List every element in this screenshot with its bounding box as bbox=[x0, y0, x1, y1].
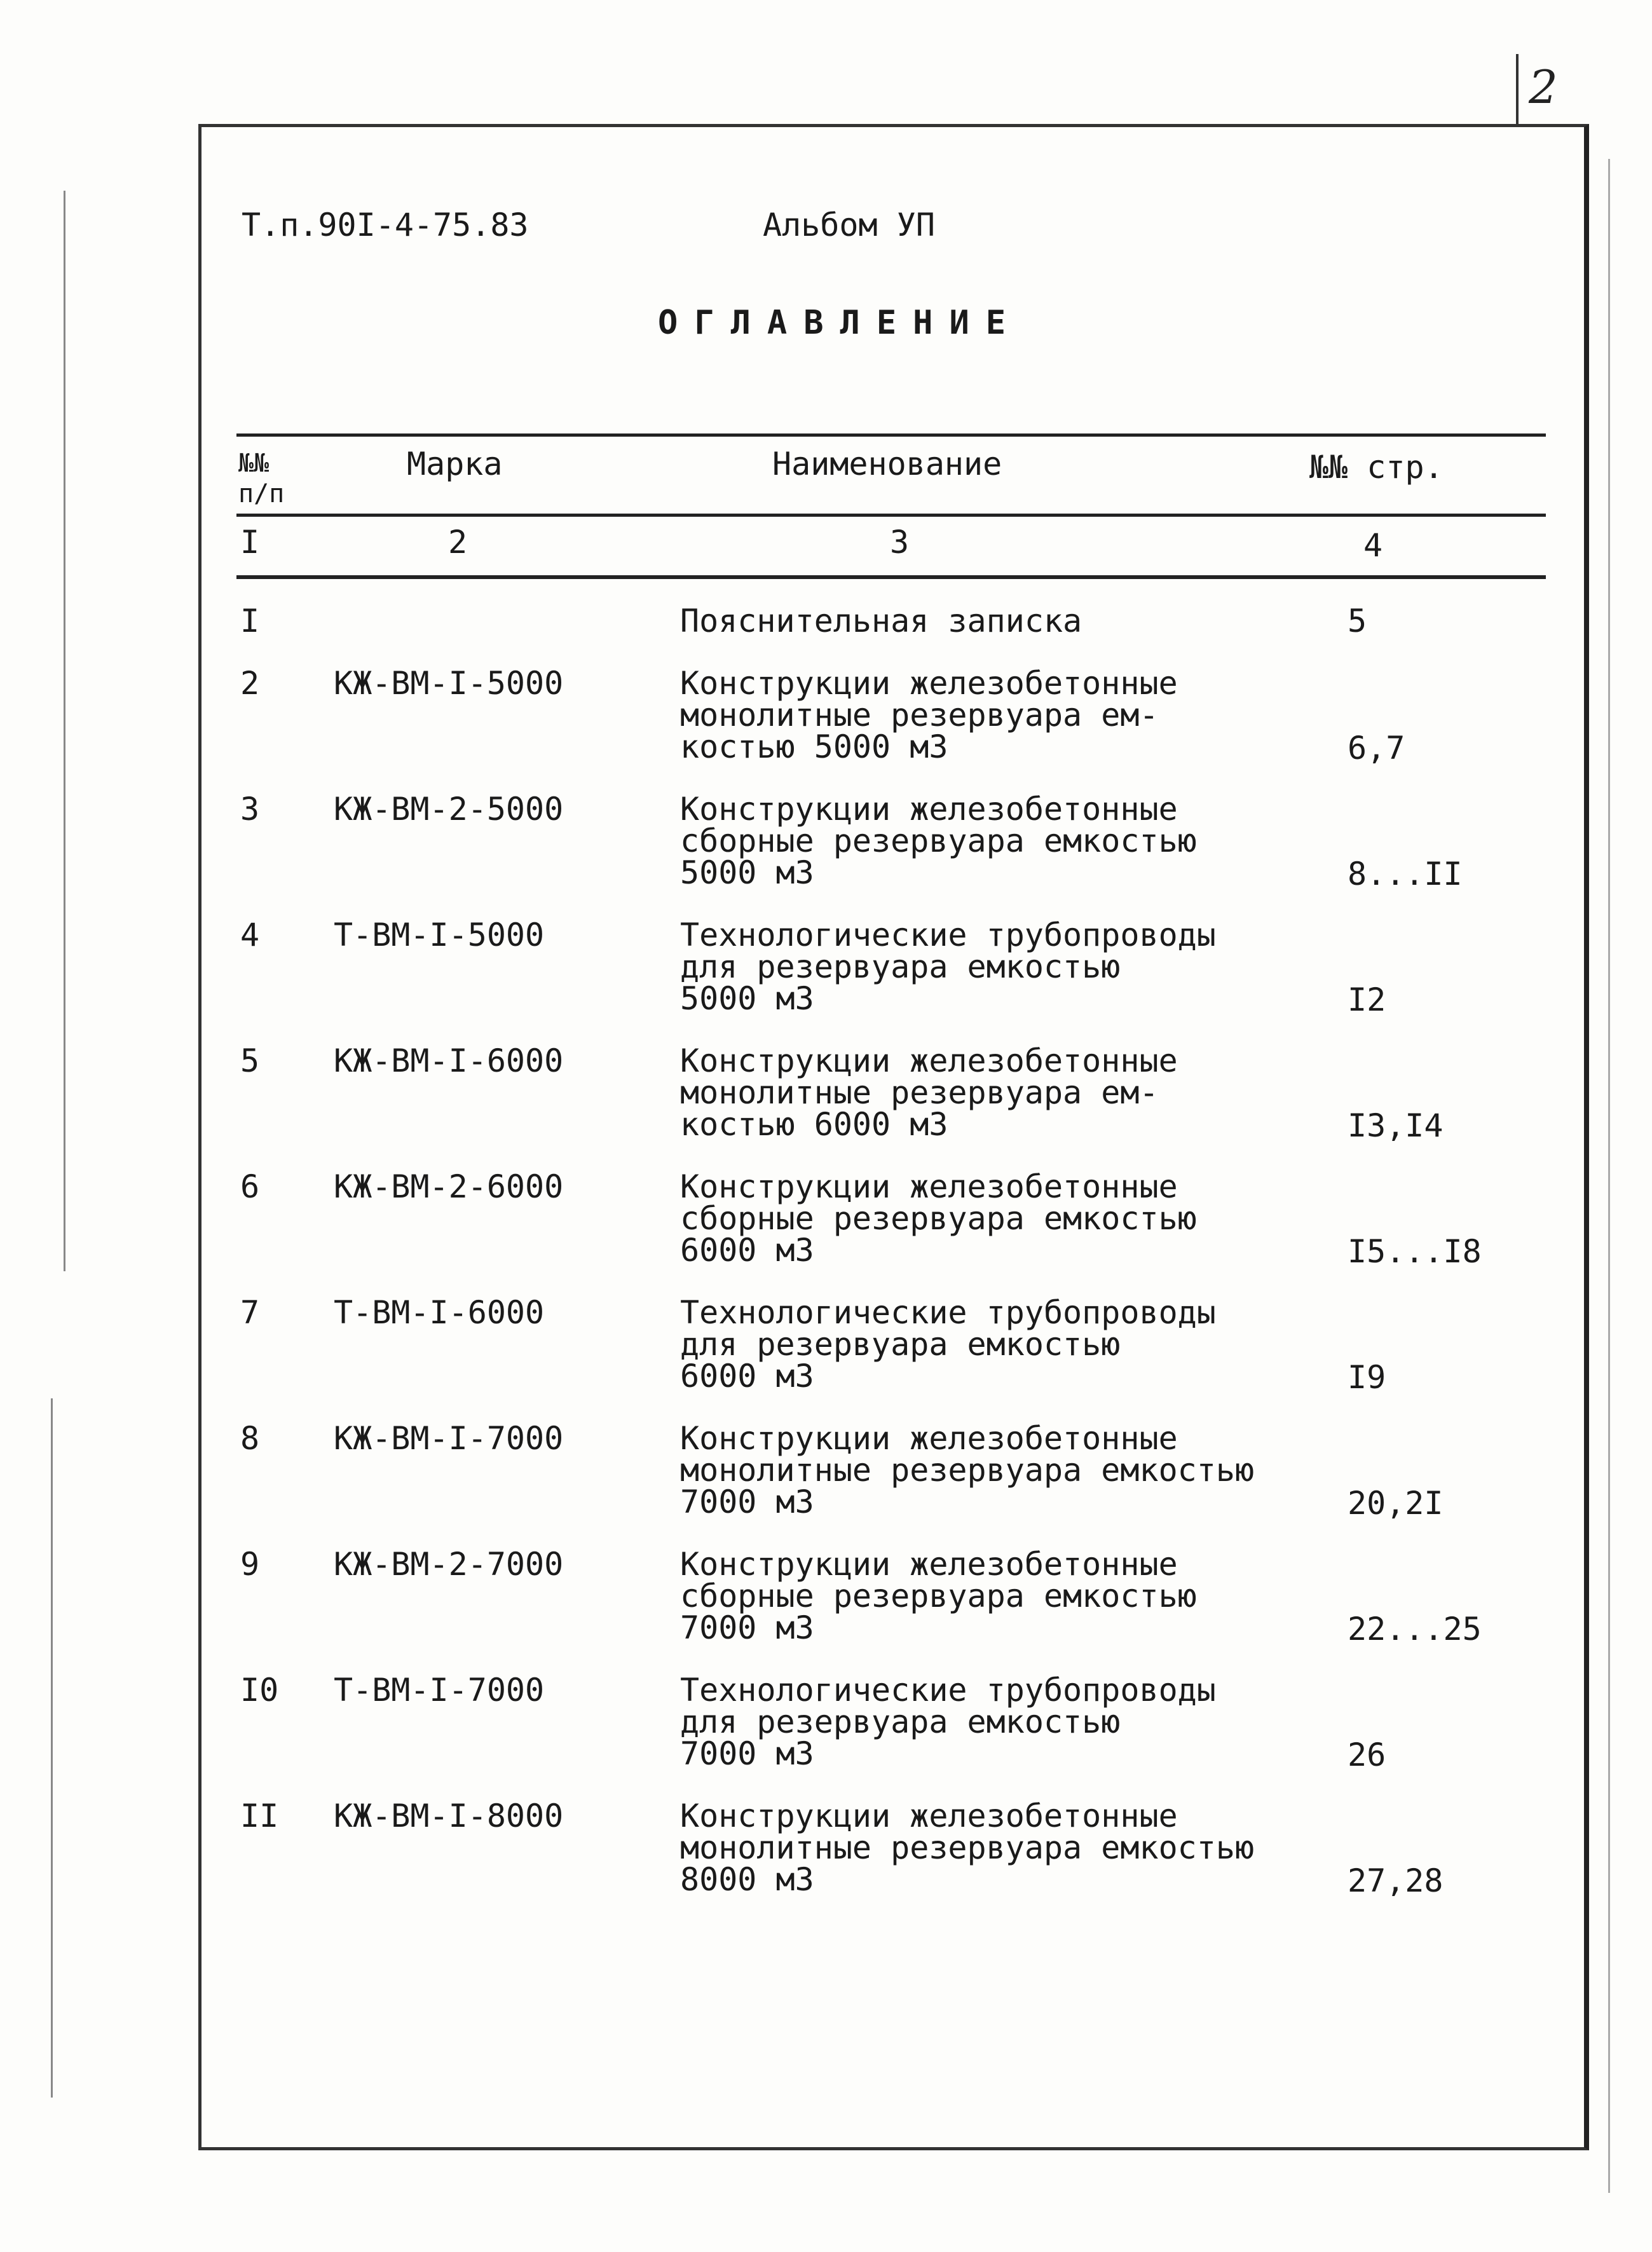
row-pages: 6,7 bbox=[1348, 730, 1405, 767]
row-name: Конструкции железобетонные сборные резервуара емкостью 7000 м3 bbox=[680, 1546, 1197, 1646]
column-number-2: 2 bbox=[448, 524, 468, 561]
row-mark: КЖ-ВМ-I-6000 bbox=[334, 1042, 564, 1079]
row-pages: 27,28 bbox=[1348, 1862, 1444, 1899]
header-pages: №№ стр. bbox=[1309, 449, 1444, 486]
row-pages: 8...II bbox=[1348, 856, 1463, 892]
header-name: Наименование bbox=[772, 446, 1002, 482]
row-pages: I9 bbox=[1348, 1359, 1386, 1396]
row-pages: 5 bbox=[1348, 603, 1367, 639]
row-mark: КЖ-ВМ-I-5000 bbox=[334, 665, 564, 702]
row-mark: КЖ-ВМ-I-7000 bbox=[334, 1420, 564, 1457]
table-header-rule bbox=[236, 514, 1546, 517]
row-pages: 20,2I bbox=[1348, 1485, 1444, 1522]
row-pages: I5...I8 bbox=[1348, 1233, 1482, 1270]
column-number-1: I bbox=[240, 524, 260, 561]
row-name: Технологические трубопроводы для резервуара емкостью 5000 м3 bbox=[680, 917, 1216, 1017]
row-mark: Т-ВМ-I-5000 bbox=[334, 917, 545, 953]
row-pages: I3,I4 bbox=[1348, 1107, 1444, 1144]
row-num: 9 bbox=[240, 1546, 260, 1583]
row-name: Конструкции железобетонные сборные резервуара емкостью 5000 м3 bbox=[680, 791, 1197, 891]
row-num: 5 bbox=[240, 1042, 260, 1079]
right-margin-line bbox=[1608, 159, 1610, 2193]
row-pages: 22...25 bbox=[1348, 1611, 1482, 1648]
row-name: Конструкции железобетонные сборные резервуара емкостью 6000 м3 bbox=[680, 1168, 1197, 1269]
row-num: 4 bbox=[240, 917, 260, 953]
row-mark: КЖ-ВМ-2-7000 bbox=[334, 1546, 564, 1583]
row-name: Пояснительная записка bbox=[680, 603, 1082, 639]
row-name: Конструкции железобетонные монолитные резервуара емкостью 7000 м3 bbox=[680, 1420, 1255, 1520]
left-margin-line-lower bbox=[51, 1398, 53, 2098]
table-top-rule bbox=[236, 433, 1546, 437]
album-label: Альбом УП bbox=[763, 207, 935, 243]
table-colnum-rule bbox=[236, 575, 1546, 579]
document-code: Т.п.90I-4-75.83 bbox=[242, 207, 529, 243]
row-num: 8 bbox=[240, 1420, 260, 1457]
row-mark: КЖ-ВМ-2-5000 bbox=[334, 791, 564, 828]
row-pages: 26 bbox=[1348, 1737, 1386, 1773]
row-num: I0 bbox=[240, 1672, 279, 1709]
row-num: II bbox=[240, 1798, 279, 1834]
row-name: Конструкции железобетонные монолитные резервуара емкостью 8000 м3 bbox=[680, 1798, 1255, 1898]
row-name: Технологические трубопроводы для резервуара емкостью 6000 м3 bbox=[680, 1294, 1216, 1395]
header-mark: Марка bbox=[407, 446, 503, 482]
row-num: 2 bbox=[240, 665, 260, 702]
corner-tick-mark bbox=[1516, 54, 1519, 124]
column-number-3: 3 bbox=[890, 524, 910, 561]
row-mark: Т-ВМ-I-6000 bbox=[334, 1294, 545, 1331]
document-title: ОГЛАВЛЕНИЕ bbox=[658, 304, 1023, 342]
row-mark: КЖ-ВМ-2-6000 bbox=[334, 1168, 564, 1205]
row-num: I bbox=[240, 603, 260, 639]
column-number-4: 4 bbox=[1363, 527, 1383, 564]
row-name: Конструкции железобетонные монолитные резервуара ем- костью 5000 м3 bbox=[680, 665, 1178, 765]
left-margin-line bbox=[64, 191, 65, 1271]
row-mark: КЖ-ВМ-I-8000 bbox=[334, 1798, 564, 1834]
row-name: Технологические трубопроводы для резервуара емкостью 7000 м3 bbox=[680, 1672, 1216, 1772]
row-name: Конструкции железобетонные монолитные резервуара ем- костью 6000 м3 bbox=[680, 1042, 1178, 1143]
row-num: 3 bbox=[240, 791, 260, 828]
row-pages: I2 bbox=[1348, 981, 1386, 1018]
corner-page-number: 2 bbox=[1529, 60, 1558, 114]
row-mark: Т-ВМ-I-7000 bbox=[334, 1672, 545, 1709]
header-num: №№ п/п bbox=[238, 449, 285, 508]
row-num: 6 bbox=[240, 1168, 260, 1205]
row-num: 7 bbox=[240, 1294, 260, 1331]
